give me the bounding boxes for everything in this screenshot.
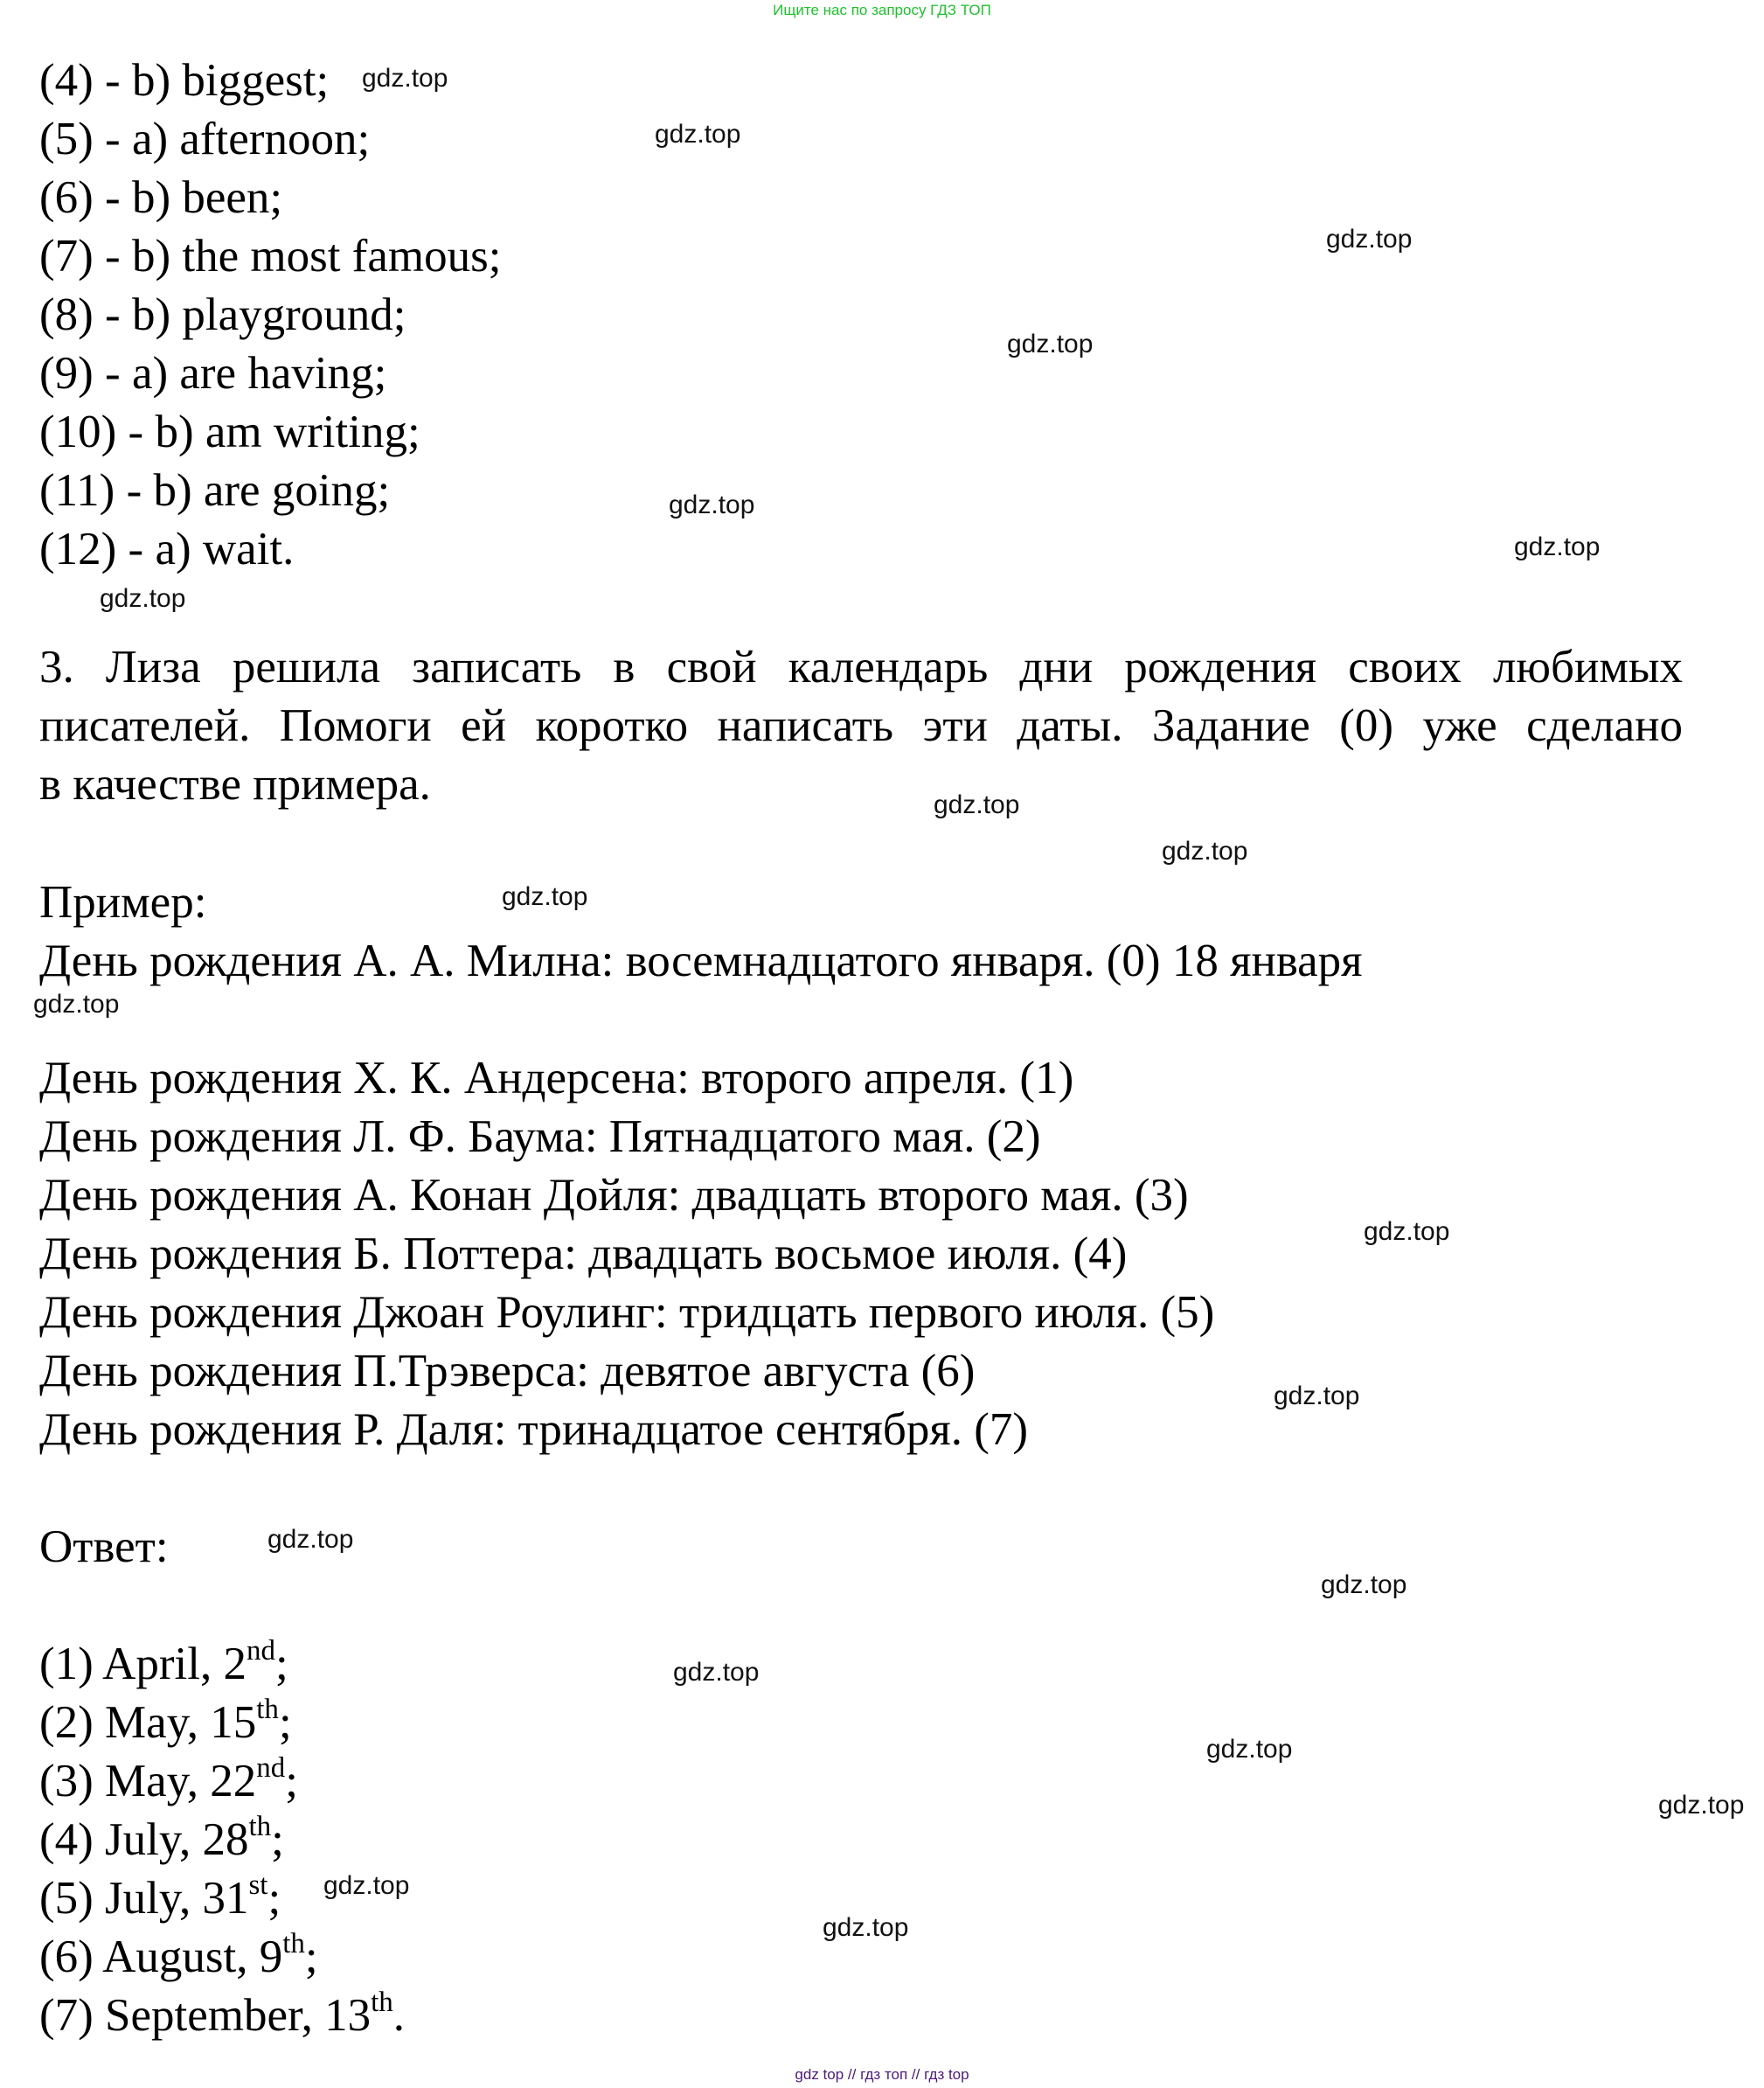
top-banner[interactable]: Ищите нас по запросу ГДЗ ТОП	[773, 2, 991, 18]
task-statement-line: в качестве примера.	[39, 759, 431, 810]
date-answer-end: ;	[285, 1756, 298, 1806]
watermark: gdz.top	[1658, 1791, 1745, 1820]
answer-line: (4) - b) biggest;	[39, 55, 330, 106]
watermark: gdz.top	[934, 790, 1020, 819]
date-answer-main: (5) July, 31	[39, 1873, 249, 1924]
task-item: День рождения Р. Даля: тринадцатое сентября. (7)	[39, 1404, 1029, 1455]
watermark: gdz.top	[267, 1525, 354, 1554]
watermark: gdz.top	[100, 584, 186, 613]
date-answer	[39, 1928, 318, 1982]
watermark: gdz.top	[323, 1871, 410, 1900]
answer-line: (9) - a) are having;	[39, 348, 387, 399]
date-answer-end: ;	[278, 1697, 292, 1748]
watermark: gdz.top	[1206, 1735, 1293, 1764]
date-answer	[39, 1752, 298, 1806]
watermark: gdz.top	[673, 1658, 760, 1687]
watermark: gdz.top	[823, 1913, 909, 1942]
watermark: gdz.top	[1274, 1382, 1360, 1410]
date-answer-main: (2) May, 15	[39, 1697, 257, 1748]
watermark: gdz.top	[1364, 1217, 1450, 1246]
ordinal-suffix: th	[256, 1694, 279, 1725]
answer-line: (11) - b) are going;	[39, 465, 391, 516]
answer-line: (5) - a) afternoon;	[39, 114, 371, 164]
answer-label: Ответ:	[39, 1521, 169, 1572]
task-item: День рождения Х. К. Андерсена: второго апреля. (1)	[39, 1053, 1074, 1103]
date-answer	[39, 1635, 288, 1689]
date-answer	[39, 1811, 284, 1865]
date-answer-end: ;	[304, 1931, 318, 1982]
example-line: День рождения А. А. Милна: восемнадцатого января. (0) 18 января	[39, 936, 1363, 986]
watermark: gdz.top	[1321, 1570, 1407, 1599]
date-answer-main: (1) April, 2	[39, 1639, 247, 1689]
task-item: День рождения Б. Поттера: двадцать восьмое июля. (4)	[39, 1228, 1128, 1279]
ordinal-suffix: nd	[247, 1635, 275, 1667]
answer-line: (8) - b) playground;	[39, 289, 406, 340]
date-answer	[39, 1694, 292, 1748]
ordinal-suffix: th	[248, 1811, 272, 1842]
ordinal-suffix: th	[282, 1928, 305, 1959]
date-answer-end: .	[392, 1990, 405, 2041]
watermark: gdz.top	[1514, 532, 1601, 561]
date-answer-end: ;	[271, 1814, 284, 1865]
task-statement-line: 3. Лиза решила записать в свой календарь дни рождения своих любимых	[39, 642, 1683, 693]
ordinal-suffix: th	[371, 1987, 393, 2018]
task-item: День рождения Л. Ф. Баума: Пятнадцатого мая. (2)	[39, 1111, 1041, 1162]
date-answer	[39, 1987, 405, 2041]
watermark: gdz.top	[1326, 225, 1413, 254]
task-item: День рождения Джоан Роулинг: тридцать первого июля. (5)	[39, 1287, 1215, 1338]
watermark: gdz.top	[1162, 837, 1248, 866]
answer-line: (6) - b) been;	[39, 172, 283, 223]
ordinal-suffix: nd	[256, 1752, 286, 1784]
watermark: gdz.top	[669, 491, 755, 519]
watermark: gdz.top	[502, 882, 588, 911]
date-answer-main: (3) May, 22	[39, 1756, 257, 1806]
date-answer-main: (6) August, 9	[39, 1931, 283, 1982]
example-label: Пример:	[39, 877, 207, 928]
ordinal-suffix: st	[248, 1869, 268, 1901]
date-answer-end: ;	[275, 1639, 288, 1689]
task-item: День рождения А. Конан Дойля: двадцать второго мая. (3)	[39, 1170, 1189, 1221]
date-answer-main: (4) July, 28	[39, 1814, 249, 1865]
bottom-banner[interactable]: gdz top // гдз топ // гдз top	[795, 2066, 969, 2083]
watermark: gdz.top	[33, 990, 120, 1019]
date-answer-end: ;	[267, 1873, 281, 1924]
answer-line: (7) - b) the most famous;	[39, 231, 502, 282]
date-answer	[39, 1869, 281, 1924]
answer-line: (12) - a) wait.	[39, 524, 295, 574]
answer-line: (10) - b) am writing;	[39, 407, 420, 457]
watermark: gdz.top	[655, 120, 741, 149]
task-statement-line: писателей. Помоги ей коротко написать эти даты. Задание (0) уже сделано	[39, 700, 1683, 751]
watermark: gdz.top	[362, 64, 448, 93]
date-answer-main: (7) September, 13	[39, 1990, 372, 2041]
task-item: День рождения П.Трэверса: девятое августа (6)	[39, 1346, 976, 1396]
watermark: gdz.top	[1007, 330, 1094, 358]
